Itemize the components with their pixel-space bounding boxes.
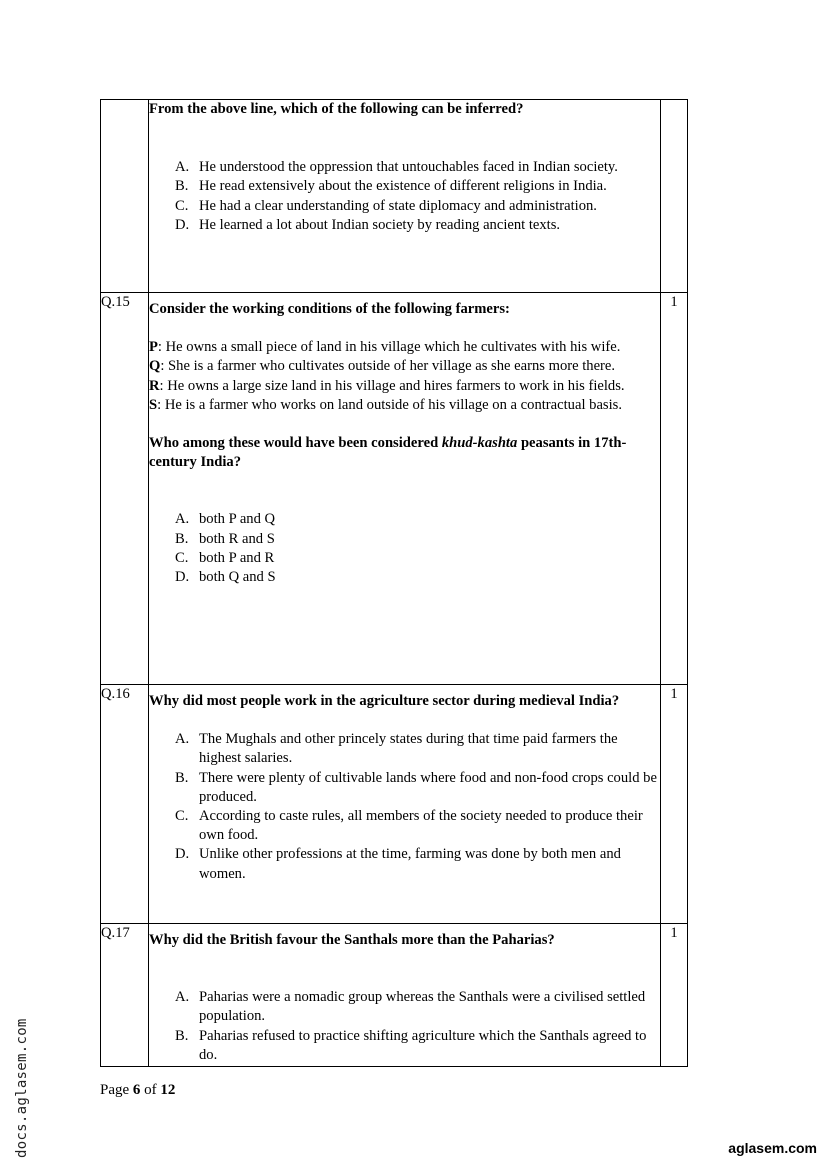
question-table (100, 99, 688, 1067)
page-number: 6 (132, 1082, 141, 1098)
question-body (149, 924, 661, 1067)
option-d: D. both Q and S (175, 569, 276, 586)
option-a: A. The Mughals and other princely states during that time paid farmers the highest salaries. (175, 731, 618, 767)
question-number: Q.16 (101, 685, 149, 924)
option-b: B. There were plenty of cultivable lands where food and non-food crops could be produced. (175, 769, 657, 805)
question-number (101, 100, 149, 293)
option-list (149, 730, 660, 884)
question-prompt: Who among these would have been considered khud-kashta peasants in 17th-century India? (149, 435, 627, 471)
question-stem: Why did most people work in the agriculture sector during medieval India? (149, 693, 620, 709)
page-footer: Page 6 of 12 (100, 1082, 176, 1098)
statement-q: Q: She is a farmer who cultivates outside of her village as she earns more there. (149, 358, 616, 375)
option-a: A. Paharias were a nomadic group whereas the Santhals were a civilised settled population. (175, 989, 646, 1025)
question-marks: 1 (661, 924, 688, 1067)
option-c: C. both P and R (175, 549, 275, 566)
brand-label: aglasem.com (728, 1140, 817, 1156)
question-number: Q.17 (101, 924, 149, 1067)
question-row (101, 685, 688, 924)
option-d: D. Unlike other professions at the time, farming was done by both men and women. (175, 846, 621, 882)
question-stem: Consider the working conditions of the following farmers: (149, 301, 510, 317)
option-b: B. He read extensively about the existence of different religions in India. (175, 178, 607, 195)
question-body (149, 100, 661, 293)
question-stem: From the above line, which of the following can be inferred? (149, 101, 524, 117)
statement-p: P: He owns a small piece of land in his village which he cultivates with his wife. (149, 339, 621, 356)
option-list (149, 510, 660, 587)
option-a: A. both P and Q (175, 511, 276, 528)
question-marks (661, 100, 688, 293)
statement-r: R: He owns a large size land in his village and hires farmers to work in his fields. (149, 377, 625, 394)
option-c: C. He had a clear understanding of state diplomacy and administration. (175, 197, 597, 214)
question-row (101, 924, 688, 1067)
option-list (149, 988, 660, 1065)
side-watermark: docs.aglasem.com (14, 1018, 30, 1158)
option-c: C. According to caste rules, all members of the society needed to produce their own food. (175, 808, 643, 844)
option-b: B. Paharias refused to practice shifting agriculture which the Santhals agreed to do. (175, 1027, 647, 1063)
question-row (101, 293, 688, 685)
option-d: D. He learned a lot about Indian society by reading ancient texts. (175, 216, 561, 233)
page-total: 12 (160, 1082, 176, 1098)
question-number: Q.15 (101, 293, 149, 685)
statement-s: S: He is a farmer who works on land outside of his village on a contractual basis. (149, 396, 622, 413)
option-a: A. He understood the oppression that untouchables faced in Indian society. (175, 159, 618, 176)
question-marks: 1 (661, 685, 688, 924)
question-row (101, 100, 688, 293)
option-b: B. both R and S (175, 530, 275, 547)
question-marks: 1 (661, 293, 688, 685)
question-body (149, 685, 661, 924)
question-stem: Why did the British favour the Santhals more than the Paharias? (149, 932, 555, 948)
question-body (149, 293, 661, 685)
option-list (149, 158, 660, 235)
